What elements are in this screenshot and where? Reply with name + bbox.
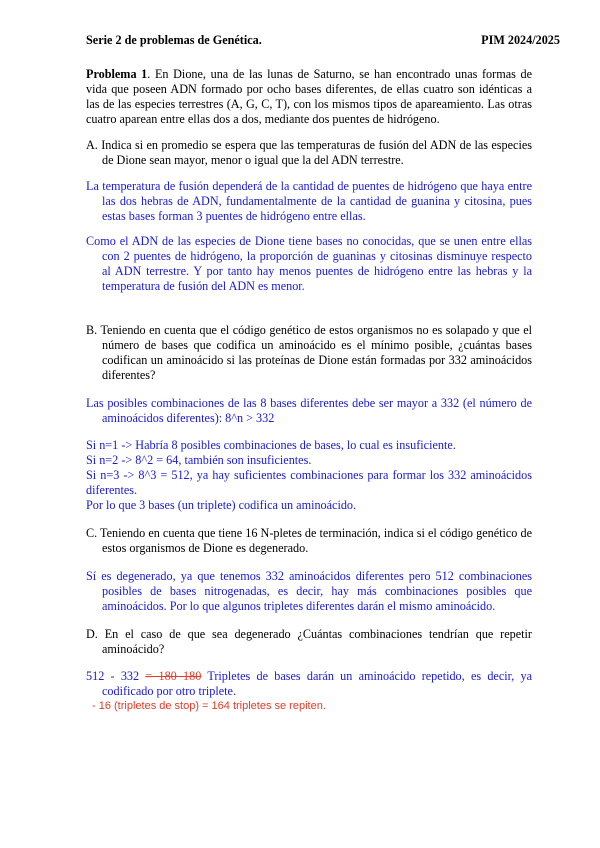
answer-d-rest: Tripletes de bases darán un aminoácido repetido, es decir, ya codificado por otro triplete.: [102, 669, 533, 698]
answer-a-1: La temperatura de fusión dependerá de la cantidad de puentes de hidrógeno que haya entre las dos hebras de ADN, fundamentalmente de la cantidad de guanina y citosina, pues estas bases forman 3 puentes de hidrógeno entre ellas.: [86, 179, 532, 223]
answer-d-prefix: 512 - 332: [86, 669, 146, 683]
answer-b-1: Las posibles combinaciones de las 8 bases diferentes debe ser mayor a 332 (el número de aminoácidos diferentes): 8^n > 332: [86, 396, 532, 425]
answer-a-2: Como el ADN de las especies de Dione tiene bases no conocidas, que se unen entre ellas con 2 puentes de hidrógeno, la proporción de guaninas y citosinas disminuye respecto al ADN terrestre. Y por tanto hay menos puentes de hidrógeno entre las hebras y la temperatura de fusión del ADN es menor.: [86, 234, 532, 293]
question-b: B. Teniendo en cuenta que el código genético de estos organismos no es solapado y que el número de bases que codifica un aminoácido es el mínimo posible, ¿cuántas bases codifican un aminoácido si las proteínas de Dione están formadas por 332 aminoácidos diferentes?: [86, 323, 532, 382]
question-d: D. En el caso de que sea degenerado ¿Cuántas combinaciones tendrían que repetir aminoácido?: [86, 627, 532, 656]
problem-1-statement: [86, 67, 532, 127]
header-course: PIM 2024/2025: [481, 33, 560, 47]
answer-c: Sí es degenerado, ya que tenemos 332 aminoácidos diferentes pero 512 combinaciones posibles de bases nitrogenadas, es decir, hay más combinaciones posibles que aminoácidos. Por lo que algunos tripletes diferentes darán el mismo aminoácido.: [86, 569, 532, 613]
question-a: A. Indica si en promedio se espera que las temperaturas de fusión del ADN de las especies de Dione sean mayor, menor o igual que la del ADN terrestre.: [86, 138, 532, 167]
page-header: [86, 33, 560, 48]
document-body: [86, 67, 532, 714]
answer-d-correction: - 16 (tripletes de stop) = 164 tripletes se repiten.: [92, 700, 326, 712]
question-c: C. Teniendo en cuenta que tiene 16 N-pletes de terminación, indica si el código genético de estos organismos de Dione es degenerado.: [86, 526, 532, 555]
answer-b-line-1: Si n=1 -> Habría 8 posibles combinaciones de bases, lo cual es insuficiente.: [86, 438, 456, 452]
answer-b-line-3: Si n=3 -> 8^3 = 512, ya hay suficientes combinaciones para formar los 332 aminoácidos diferentes.: [86, 468, 532, 497]
answer-b-line-2: Si n=2 -> 8^2 = 64, también son insuficientes.: [86, 453, 312, 467]
answer-b-calculations: [86, 438, 532, 513]
answer-d: [86, 669, 532, 699]
problem-intro: . En Dione, una de las lunas de Saturno, se han encontrado unas formas de vida que poseen ADN formado por ocho bases diferentes, de ellas cuatro son idénticas a las de las especies terrestres (A, G, C, T), con los mismos tipos de apareamiento. Las otras cuatro aparean entre ellas dos a dos, mediante dos puentes de hidrógeno.: [86, 67, 532, 126]
header-title: Serie 2 de problemas de Genética.: [86, 33, 262, 47]
answer-b-line-4: Por lo que 3 bases (un triplete) codifica un aminoácido.: [86, 498, 357, 512]
answer-d-struck-value: = 180 180: [145, 669, 202, 683]
problem-label: Problema 1: [86, 67, 148, 81]
